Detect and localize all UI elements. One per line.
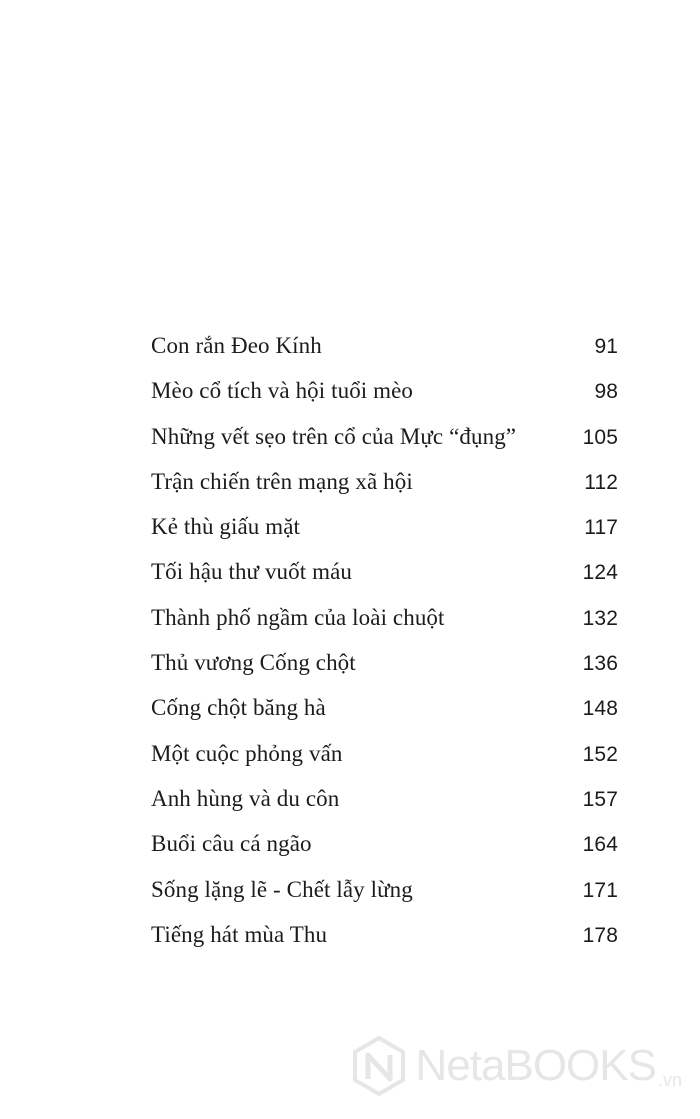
watermark-text: NetaBOOKS [415, 1041, 656, 1090]
toc-entry-title: Buổi câu cá ngão [151, 831, 312, 857]
toc-entry-page: 152 [582, 742, 618, 766]
toc-entry-page: 164 [582, 833, 618, 857]
toc-entry-title: Thành phố ngầm của loài chuột [151, 604, 445, 630]
toc-entry-page: 124 [582, 561, 618, 585]
toc-entry-title: Kẻ thù giấu mặt [151, 514, 301, 540]
toc-entry-page: 136 [582, 652, 618, 676]
toc-entry [151, 507, 618, 552]
toc-entry [151, 779, 618, 824]
table-of-contents [151, 326, 618, 960]
toc-entry-title: Cống chột băng hà [151, 695, 326, 721]
toc-entry-page: 132 [582, 606, 618, 630]
netabooks-logo-icon [348, 1035, 410, 1097]
toc-entry-title: Anh hùng và du côn [151, 785, 340, 811]
toc-entry-title: Mèo cổ tích và hội tuổi mèo [151, 378, 414, 404]
toc-entry [151, 552, 618, 597]
toc-entry-page: 105 [582, 425, 618, 449]
toc-entry-title: Những vết sẹo trên cổ của Mực “đụng” [151, 423, 517, 449]
toc-entry-page: 171 [582, 878, 618, 902]
toc-entry [151, 462, 618, 507]
toc-entry-page: 178 [582, 923, 618, 947]
toc-entry-title: Tối hậu thư vuốt máu [151, 559, 352, 585]
toc-entry-page: 112 [584, 470, 618, 494]
toc-entry-page: 148 [582, 697, 618, 721]
toc-entry [151, 870, 618, 915]
toc-entry [151, 915, 618, 960]
netabooks-watermark [348, 1035, 682, 1097]
toc-entry-page: 157 [582, 787, 618, 811]
toc-entry [151, 734, 618, 779]
toc-entry [151, 371, 618, 416]
toc-entry [151, 688, 618, 733]
toc-entry-page: 91 [594, 335, 618, 358]
toc-entry [151, 598, 618, 643]
toc-entry-title: Con rắn Đeo Kính [151, 333, 322, 358]
watermark-suffix: .vn [657, 1070, 682, 1090]
toc-entry-title: Tiếng hát mùa Thu [151, 921, 328, 947]
toc-entry-title: Trận chiến trên mạng xã hội [151, 468, 413, 494]
toc-entry-title: Sống lặng lẽ - Chết lẫy lừng [151, 876, 413, 902]
toc-entry [151, 643, 618, 688]
toc-entry [151, 326, 618, 371]
toc-entry-page: 98 [594, 380, 618, 404]
toc-entry-title: Một cuộc phỏng vấn [151, 740, 343, 766]
toc-entry [151, 417, 618, 462]
toc-entry [151, 824, 618, 869]
toc-entry-title: Thủ vương Cống chột [151, 650, 356, 676]
toc-entry-page: 117 [584, 516, 618, 540]
